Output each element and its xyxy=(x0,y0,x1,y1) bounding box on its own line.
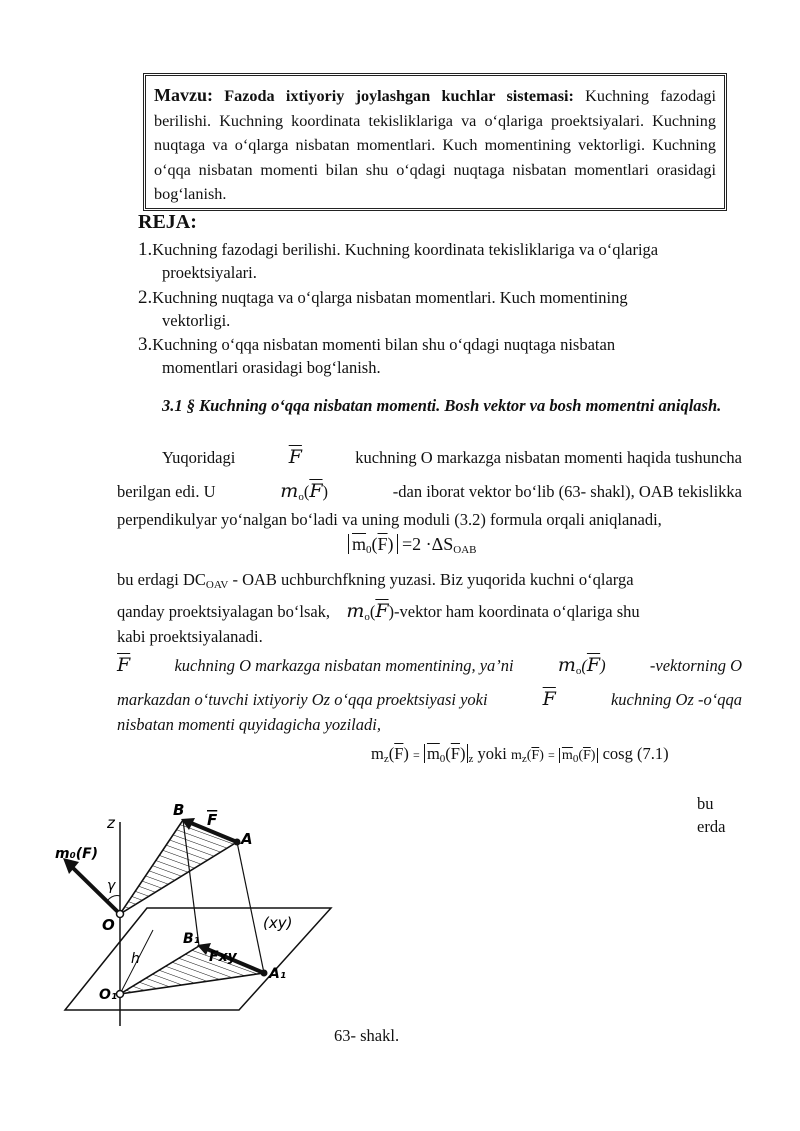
label-z: z xyxy=(107,814,115,832)
vector-f: $\overline{F}$ xyxy=(288,446,302,468)
plan-item-3: 3.Kuchning o‘qqa nisbatan momenti bilan shu o‘qdagi nuqtaga nisbatan momentlari orasidagi bog‘lanish. xyxy=(138,334,616,377)
topic-title: Fazoda ixtiyoriy joylashgan kuchlar sistemasi: xyxy=(224,87,574,105)
paragraph-2-line-2: qanday proektsiyalagan bo‘lsak, $m_o(\overline{F})$-vektor ham koordinata o‘qlariga shu xyxy=(117,600,640,623)
paragraph-2-line-3: kabi proektsiyalanadi. xyxy=(117,627,263,646)
paragraph-3-line-2: markazdan o‘tuvchi ixtiyoriy Oz o‘qqa proektsiyasi yoki $\overline{F}$ kuchning Oz -o‘qqa xyxy=(117,688,742,710)
section-title: 3.1 § Kuchning o‘qqa nisbatan momenti. Bosh vektor va bosh momentni aniqlash. xyxy=(162,396,722,415)
figure-caption: 63- shakl. xyxy=(334,1026,400,1045)
formula-moment-modulus: $\overline{m}_0(\overline{F}) =2 \cdot\Delta S_{OAB}$ xyxy=(348,534,477,556)
label-xy: (xy) xyxy=(263,914,293,932)
plan-item-1: 1.Kuchning fazodagi berilishi. Kuchning koordinata tekisliklariga va o‘qlariga proektsiyalari. xyxy=(138,239,659,282)
paragraph-1-line-2: berilgan edi. U $m_o(\overline{F})$ -dan iborat vektor bo‘lib (63- shakl), OAB tekislikka xyxy=(117,480,742,509)
label-a1: A₁ xyxy=(269,966,286,982)
label-o1: O₁ xyxy=(99,987,118,1003)
label-h: h xyxy=(131,951,140,967)
label-a: A xyxy=(241,830,253,848)
label-f: F xyxy=(207,811,218,829)
label-b: B xyxy=(173,801,185,819)
label-o: O xyxy=(102,916,115,934)
label-m0f: m₀(F) xyxy=(55,846,99,862)
topic-label: Mavzu: xyxy=(154,85,213,105)
paragraph-3-line-3: nisbatan momenti quyidagicha yoziladi, xyxy=(117,715,381,734)
moment-expression: $m_o(\overline{F})$ xyxy=(280,480,329,503)
label-fxy: Fxy xyxy=(209,949,237,965)
formula-axis-moment: $m_z(\overline{F}) = \overline{m}_0(\overline{F})$ $_z$ yoki $m_z(\overline{F}) = \overline{m}_0(\overline{F})$ cosg (7.1) xyxy=(371,744,669,765)
paragraph-1-line-1: Yuqoridagi $\overline{F}$ kuchning O markazga nisbatan momenti haqida tushuncha xyxy=(162,446,742,468)
label-b1: B₁ xyxy=(183,931,200,947)
label-gamma: γ xyxy=(107,878,116,894)
topic-text xyxy=(154,83,716,207)
topic-description: Kuchning fazodagi berilishi. Kuchning koordinata tekisliklariga va o‘qlariga proektsiyalari. Kuchning nuqtaga va o‘qlarga nisbatan momentlari. Kuch momentining vektorligi. Kuchning o‘qqa nisbatan momenti bilan shu o‘qdagi nuqtaga nisbatan momentlari orasidagi bog‘lanish. xyxy=(154,87,716,203)
topic-box xyxy=(143,73,727,211)
point-a1 xyxy=(261,970,268,977)
paragraph-1-line-3: perpendikulyar yo‘nalgan bo‘ladi va uning moduli (3.2) formula orqali aniqlanadi, xyxy=(117,510,662,529)
point-o xyxy=(117,911,124,918)
paragraph-3-line-1: $\overline{F}$ kuchning O markazga nisbatan momentining, ya’ni $m_o(\overline{F})$ -vektorning O xyxy=(117,654,742,677)
text-bu: bu xyxy=(697,794,714,813)
point-a xyxy=(234,839,241,846)
plan-item-2: 2.Kuchning nuqtaga va o‘qlarga nisbatan momentlari. Kuch momentining vektorligi. xyxy=(138,287,628,330)
figure-63 xyxy=(55,798,345,1030)
point-o1 xyxy=(117,991,124,998)
plan-heading: REJA: xyxy=(138,211,197,233)
text-erda: erda xyxy=(697,817,726,836)
paragraph-2-line-1: bu erdagi $DC_{OAV}$ - OAB uchburchfkning yuzasi. Biz yuqorida kuchni o‘qlarga xyxy=(117,570,634,591)
